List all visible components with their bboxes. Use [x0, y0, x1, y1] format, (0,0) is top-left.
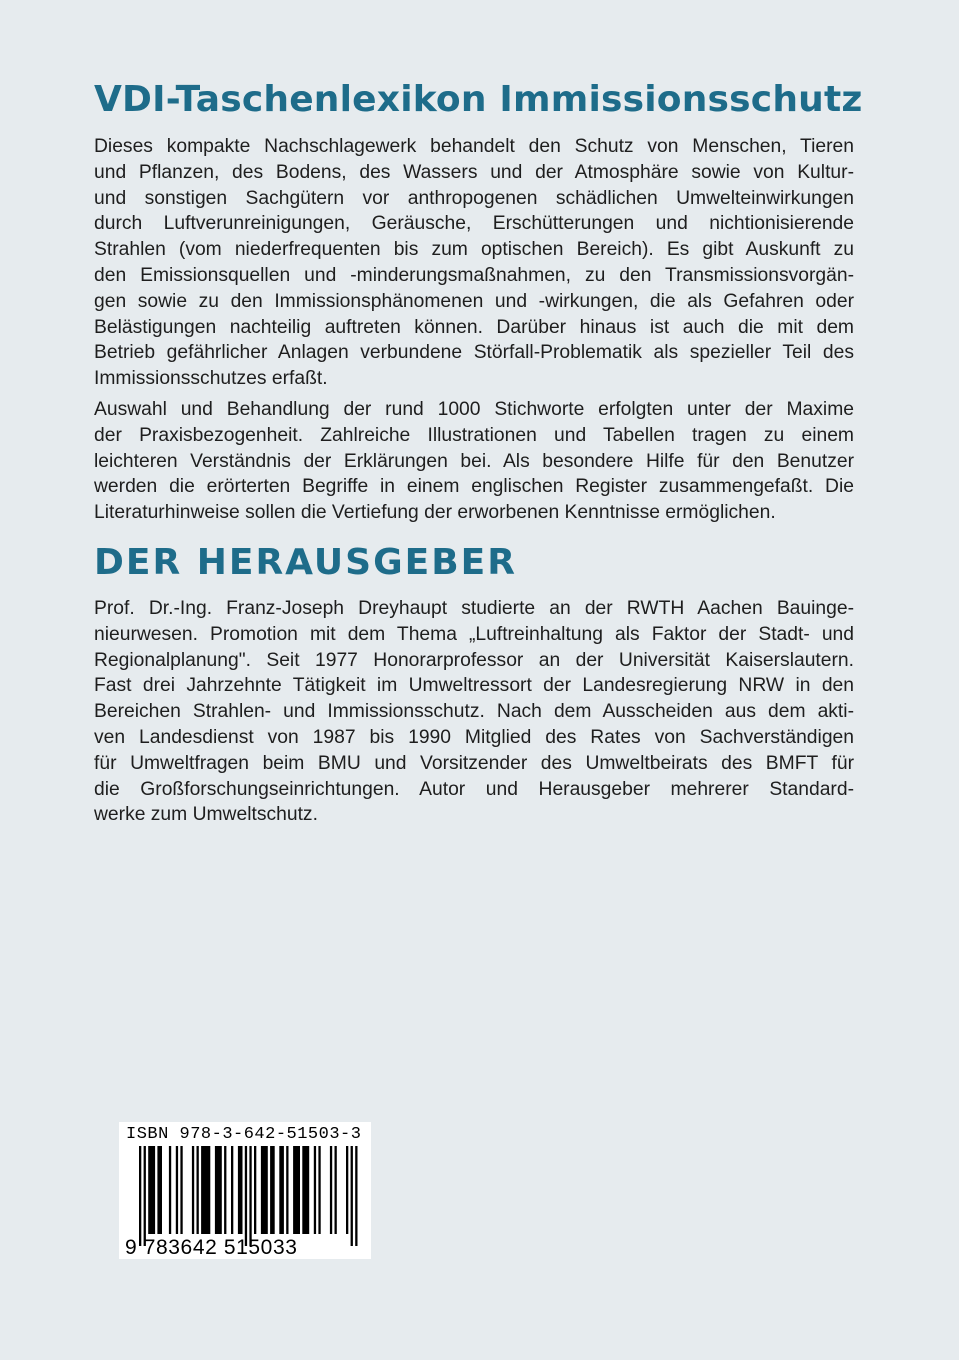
- text-line: gen sowie zu den Immissionsphänomenen und -wirkungen, die als Gefahren oder: [94, 290, 854, 312]
- barcode-bar: [157, 1146, 162, 1234]
- barcode-bar: [286, 1146, 288, 1234]
- barcode-guard-bar: [351, 1146, 353, 1246]
- text-line: leichteren Verständnis der Erklärungen bei. Als besondere Hilfe für den Benutzer: [94, 450, 854, 472]
- text-line: durch Luftverunreinigungen, Geräusche, Erschütterungen und nichtionisierende: [94, 213, 854, 235]
- text-line: für Umweltfragen beim BMU und Vorsitzender des Umweltbeirats des BMFT für: [94, 752, 854, 774]
- barcode-bar: [335, 1146, 337, 1234]
- text-line: der Praxisbezogenheit. Zahlreiche Illustrationen und Tabellen tragen zu einem: [94, 424, 854, 446]
- text-line: werden die erörterten Begriffe in einem englischen Register zusammengefaßt. Die: [94, 476, 854, 498]
- text-line: werke zum Umweltschutz.: [94, 804, 318, 826]
- text-line: und Pflanzen, des Bodens, des Wassers und der Atmosphäre sowie von Kultur-: [94, 161, 854, 183]
- barcode-bar: [176, 1146, 178, 1234]
- barcode-guard-bar: [144, 1146, 146, 1246]
- text-line: Bereichen Strahlen- und Immissionsschutz. Nach dem Ausscheiden aus dem akti-: [94, 701, 854, 723]
- barcode-bar: [330, 1146, 332, 1234]
- description-paragraph-2: [94, 397, 854, 526]
- barcode-guard-bar: [249, 1146, 251, 1246]
- ean-digits: 9 783642 515033: [125, 1236, 298, 1259]
- barcode-bar: [279, 1146, 284, 1234]
- barcode-bar: [314, 1146, 316, 1234]
- barcode-bar: [148, 1146, 155, 1234]
- text-line: den Emissionsquellen und -minderungsmaßnahmen, zu den Transmissionsvorgän-: [94, 264, 854, 286]
- barcode-bar: [346, 1146, 348, 1234]
- book-title: VDI-Taschenlexikon Immissionsschutz: [94, 79, 863, 120]
- text-line: Dieses kompakte Nachschlagewerk behandelt den Schutz von Menschen, Tieren: [94, 136, 854, 157]
- barcode-bar: [197, 1146, 199, 1234]
- text-line: Auswahl und Behandlung der rund 1000 Stichworte erfolgten unter der Maxime: [94, 399, 854, 420]
- text-line: Immissionsschutzes erfaßt.: [94, 368, 328, 390]
- text-line: und sonstigen Sachgütern vor anthropogenen schädlichen Umwelteinwirkungen: [94, 187, 854, 209]
- barcode-bar: [270, 1146, 275, 1234]
- barcode-bar: [224, 1146, 226, 1234]
- barcode-bar: [215, 1146, 222, 1234]
- publisher-bio: [94, 596, 854, 828]
- isbn-label: ISBN 978-3-642-51503-3: [126, 1125, 362, 1144]
- text-line: Fast drei Jahrzehnte Tätigkeit im Umweltressort der Landesregierung NRW in den: [94, 675, 854, 697]
- text-line: Regionalplanung". Seit 1977 Honorarprofessor an der Universität Kaiserslautern.: [94, 649, 854, 671]
- barcode-guard-bar: [139, 1146, 141, 1246]
- text-line: Belästigungen nachteilig auftreten können. Darüber hinaus ist auch die mit dem: [94, 316, 854, 338]
- barcode-bar: [318, 1146, 320, 1234]
- text-line: Strahlen (vom niederfrequenten bis zum optischen Bereich). Es gibt Auskunft zu: [94, 239, 854, 261]
- text-line: Literaturhinweise sollen die Vertiefung der erworbenen Kenntnisse ermöglichen.: [94, 502, 776, 524]
- barcode-bar: [231, 1146, 233, 1234]
- text-line: nieurwesen. Promotion mit dem Thema „Luftreinhaltung als Faktor der Stadt- und: [94, 623, 854, 645]
- barcode-guard-bar: [355, 1146, 357, 1246]
- description-paragraph-1: [94, 134, 854, 392]
- text-line: Betrieb gefährlicher Anlagen verbundene Störfall-Problematik als spezieller Teil des: [94, 342, 854, 364]
- text-line: ven Landesdienst von 1987 bis 1990 Mitglied des Rates von Sachverständigen: [94, 726, 854, 748]
- barcode-bar: [192, 1146, 194, 1234]
- barcode-bar: [293, 1146, 300, 1234]
- barcode-bar: [169, 1146, 171, 1234]
- barcode-bar: [261, 1146, 268, 1234]
- barcode-bar: [180, 1146, 182, 1234]
- barcode-bar: [238, 1146, 243, 1234]
- publisher-heading: DER HERAUSGEBER: [94, 542, 517, 583]
- text-line: Prof. Dr.-Ing. Franz-Joseph Dreyhaupt studierte an der RWTH Aachen Bauinge-: [94, 598, 854, 619]
- isbn-barcode: [119, 1122, 371, 1259]
- text-line: die Großforschungseinrichtungen. Autor und Herausgeber mehrerer Standard-: [94, 778, 854, 800]
- barcode-bar: [254, 1146, 256, 1234]
- barcode-guard-bar: [245, 1146, 247, 1246]
- barcode-bar: [302, 1146, 309, 1234]
- barcode-bar: [201, 1146, 210, 1234]
